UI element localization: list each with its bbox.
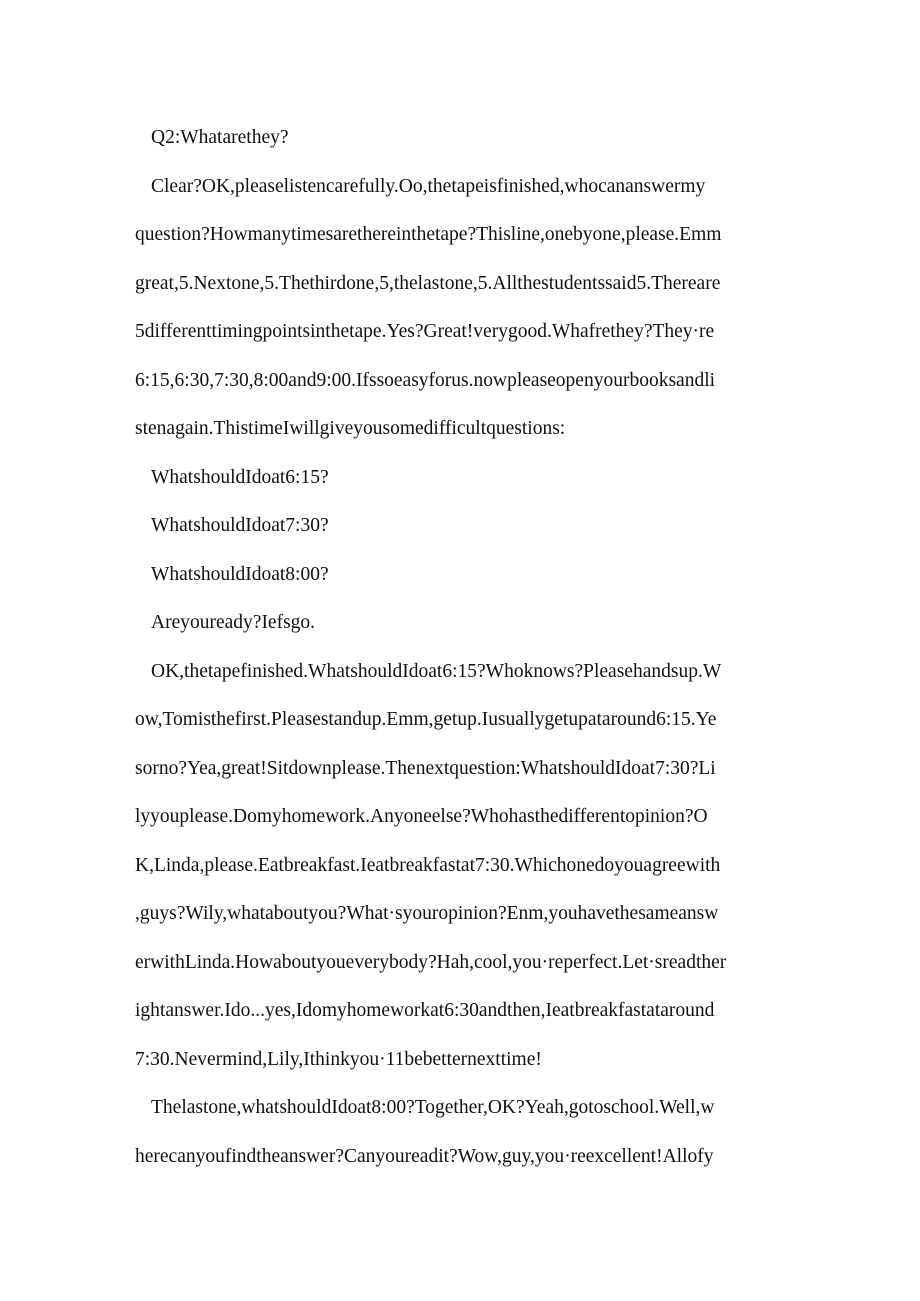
text-line: ,guys?Wily,whataboutyou?What·syouropinion?Enm,youhavethesameansw [135, 903, 719, 924]
document-body [135, 114, 787, 1181]
text-line: WhatshouldIdoat8:00? [151, 563, 329, 585]
text-line: Thelastone,whatshouldIdoat8:00?Together,OK?Yeah,gotoschool.Well,w [151, 1097, 715, 1118]
text-line: ow,Tomisthefirst.Pleasestandup.Emm,getup.Iusuallygetupataround6:15.Ye [135, 709, 717, 730]
text-line: OK,thetapefinished.WhatshouldIdoat6:15?Whoknows?Pleasehandsup.W [151, 660, 722, 682]
text-line: WhatshouldIdoat6:15? [151, 466, 329, 488]
text-line: Areyouready?Iefsgo. [151, 612, 316, 633]
text-line: question?Howmanytimesarethereinthetape?Thisline,onebyone,please.Emm [135, 224, 722, 245]
text-line: lyyouplease.Domyhomework.Anyoneelse?Whohasthedifferentopinion?O [135, 806, 708, 827]
text-line: ightanswer.Ido...yes,Idomyhomeworkat6:30andthen,Ieatbreakfastataround [135, 1000, 715, 1021]
text-line: sorno?Yea,great!Sitdownplease.Thenextquestion:WhatshouldIdoat7:30?Li [135, 757, 716, 779]
text-line: 6:15,6:30,7:30,8:00and9:00.Ifssoeasyforus.nowpleaseopenyourbooksandli [135, 369, 716, 391]
text-line: herecanyoufindtheanswer?Canyoureadit?Wow,guy,you·reexcellent!Allofy [135, 1145, 714, 1167]
text-line: 5differenttimingpointsinthetape.Yes?Great!verygood.Whafrethey?They·re [135, 321, 715, 342]
text-line: stenagain.ThistimeIwillgiveyousomedifficultquestions: [135, 418, 566, 439]
text-line: K,Linda,please.Eatbreakfast.Ieatbreakfastat7:30.Whichonedoyouagreewith [135, 854, 721, 876]
text-line: Clear?OK,pleaselistencarefully.Oo,thetapeisfinished,whocananswermy [151, 175, 706, 197]
text-line: WhatshouldIdoat7:30? [151, 515, 329, 536]
text-line: 7:30.Nevermind,Lily,Ithinkyou·11bebetternexttime! [135, 1048, 542, 1070]
text-line: erwithLinda.Howaboutyoueverybody?Hah,cool,you·reperfect.Let·sreadther [135, 951, 727, 973]
text-line: Q2:Whatarethey? [151, 127, 289, 148]
text-line: great,5.Nextone,5.Thethirdone,5,thelastone,5.Allthestudentssaid5.Thereare [135, 272, 721, 294]
